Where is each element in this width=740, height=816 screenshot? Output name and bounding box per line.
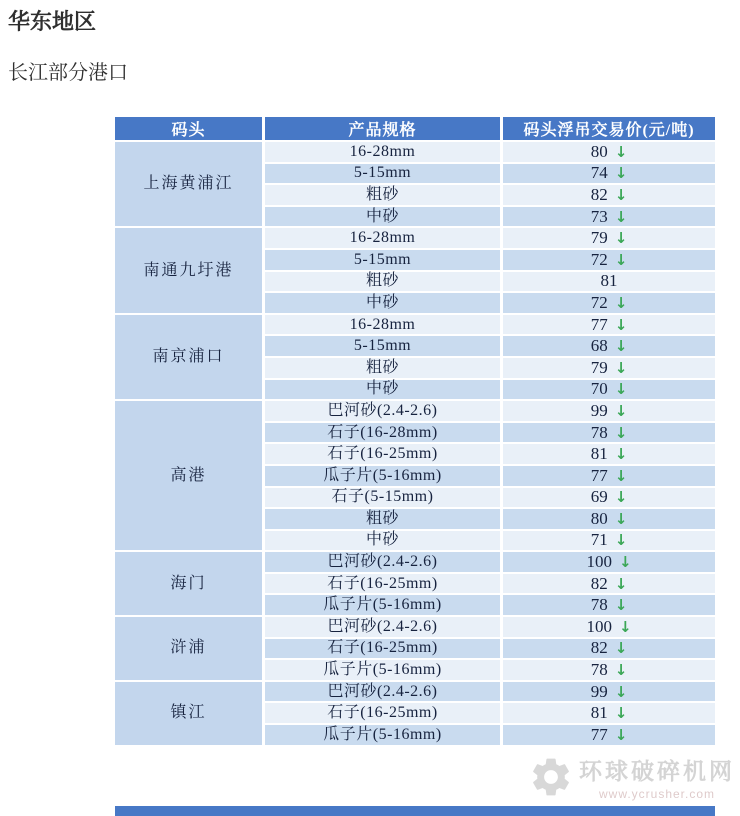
price-value: 79 (590, 228, 608, 248)
down-arrow-icon: ↓ (614, 164, 628, 183)
section-title: 长江部分港口 (8, 62, 128, 84)
price-value: 77 (590, 465, 608, 485)
price-value: 77 (590, 724, 608, 744)
port-price-table (115, 117, 715, 747)
down-arrow-icon: ↓ (614, 401, 628, 420)
down-arrow-icon: ↓ (614, 185, 628, 204)
down-arrow-icon: ↓ (614, 682, 628, 701)
down-arrow-icon: ↓ (614, 337, 628, 356)
spec-cell: 瓜子片(5-16mm) (265, 660, 503, 682)
down-arrow-icon: ↓ (614, 315, 628, 334)
price-cell (503, 185, 715, 207)
spec-cell: 中砂 (265, 380, 503, 402)
table-header (115, 117, 715, 142)
down-arrow-icon: ↓ (614, 229, 628, 248)
header-row (115, 117, 715, 142)
price-cell (503, 660, 715, 682)
price-cell (503, 725, 715, 747)
table-row (115, 682, 715, 704)
down-arrow-icon: ↓ (614, 380, 628, 399)
wharf-cell: 高港 (115, 401, 265, 552)
price-value: 68 (590, 336, 608, 356)
price-value: 82 (590, 638, 608, 658)
down-arrow-icon: ↓ (614, 704, 628, 723)
price-value: 71 (590, 530, 608, 550)
spec-cell: 石子(5-15mm) (265, 488, 503, 510)
price-table-body (115, 142, 715, 747)
price-value: 70 (590, 379, 608, 399)
spec-cell: 巴河砂(2.4-2.6) (265, 617, 503, 639)
spec-cell: 石子(16-25mm) (265, 639, 503, 661)
down-arrow-icon: ↓ (614, 358, 628, 377)
price-cell (503, 380, 715, 402)
watermark-site-url: www.ycrusher.com (598, 787, 716, 801)
down-arrow-icon: ↓ (614, 531, 628, 550)
down-arrow-icon: ↓ (618, 617, 632, 636)
price-cell (503, 617, 715, 639)
spec-cell: 瓜子片(5-16mm) (265, 595, 503, 617)
down-arrow-icon: ↓ (614, 509, 628, 528)
wharf-cell: 浒浦 (115, 617, 265, 682)
watermark-text (579, 753, 735, 801)
price-cell (503, 682, 715, 704)
down-arrow-icon: ↓ (614, 207, 628, 226)
spec-cell: 16-28mm (265, 228, 503, 250)
price-value: 99 (590, 400, 608, 420)
spec-cell: 16-28mm (265, 142, 503, 164)
spec-cell: 16-28mm (265, 315, 503, 337)
spec-cell: 中砂 (265, 531, 503, 553)
spec-cell: 5-15mm (265, 250, 503, 272)
spec-cell: 粗砂 (265, 185, 503, 207)
price-value: 73 (590, 206, 608, 226)
price-cell (503, 703, 715, 725)
wharf-cell: 海门 (115, 552, 265, 617)
spec-cell: 石子(16-25mm) (265, 444, 503, 466)
watermark (528, 753, 740, 801)
price-value: 80 (590, 508, 608, 528)
spec-cell: 石子(16-28mm) (265, 423, 503, 445)
table-row (115, 142, 715, 164)
price-value: 79 (590, 357, 608, 377)
price-cell (503, 423, 715, 445)
wharf-cell: 上海黄浦江 (115, 142, 265, 228)
spec-cell: 中砂 (265, 207, 503, 229)
spec-cell: 粗砂 (265, 272, 503, 294)
header-price: 码头浮吊交易价(元/吨) (503, 117, 715, 142)
spec-cell: 5-15mm (265, 336, 503, 358)
price-cell (503, 595, 715, 617)
price-cell (503, 315, 715, 337)
price-cell (503, 639, 715, 661)
price-cell (503, 509, 715, 531)
table-row (115, 315, 715, 337)
spec-cell: 5-15mm (265, 164, 503, 186)
price-cell (503, 293, 715, 315)
gear-icon (528, 754, 574, 800)
price-cell (503, 574, 715, 596)
price-value: 72 (590, 249, 608, 269)
price-value: 82 (590, 573, 608, 593)
table-row (115, 228, 715, 250)
table-row (115, 617, 715, 639)
spec-cell: 瓜子片(5-16mm) (265, 725, 503, 747)
price-cell (503, 228, 715, 250)
price-value: 81 (590, 444, 608, 464)
down-arrow-icon: ↓ (614, 423, 628, 442)
table-row (115, 401, 715, 423)
price-value: 78 (590, 422, 608, 442)
price-cell (503, 488, 715, 510)
price-value: 81 (590, 703, 608, 723)
down-arrow-icon: ↓ (614, 661, 628, 680)
wharf-cell: 南通九圩港 (115, 228, 265, 314)
down-arrow-icon: ↓ (614, 639, 628, 658)
price-value: 78 (590, 660, 608, 680)
header-wharf: 码头 (115, 117, 265, 142)
price-value: 100 (586, 616, 612, 636)
price-value: 77 (590, 314, 608, 334)
price-value: 74 (590, 163, 608, 183)
price-cell (503, 444, 715, 466)
spec-cell: 粗砂 (265, 358, 503, 380)
spec-cell: 石子(16-25mm) (265, 703, 503, 725)
page-title: 华东地区 (8, 9, 97, 34)
price-cell (503, 336, 715, 358)
price-value: 80 (590, 141, 608, 161)
price-value: 99 (590, 681, 608, 701)
down-arrow-icon: ↓ (614, 725, 628, 744)
price-value: 100 (586, 552, 612, 572)
spec-cell: 中砂 (265, 293, 503, 315)
spec-cell: 瓜子片(5-16mm) (265, 466, 503, 488)
price-cell (503, 272, 715, 294)
spec-cell: 巴河砂(2.4-2.6) (265, 682, 503, 704)
wharf-cell: 镇江 (115, 682, 265, 747)
price-cell (503, 466, 715, 488)
price-cell (503, 358, 715, 380)
down-arrow-icon: ↓ (614, 445, 628, 464)
down-arrow-icon: ↓ (614, 250, 628, 269)
spec-cell: 巴河砂(2.4-2.6) (265, 401, 503, 423)
down-arrow-icon: ↓ (614, 466, 628, 485)
price-value: 81 (600, 271, 618, 291)
wharf-cell: 南京浦口 (115, 315, 265, 401)
price-cell (503, 142, 715, 164)
price-value: 82 (590, 184, 608, 204)
next-section-header-partial (115, 806, 715, 816)
price-cell (503, 552, 715, 574)
spec-cell: 巴河砂(2.4-2.6) (265, 552, 503, 574)
down-arrow-icon: ↓ (614, 488, 628, 507)
down-arrow-icon: ↓ (614, 293, 628, 312)
price-value: 69 (590, 487, 608, 507)
price-value: 72 (590, 292, 608, 312)
price-cell (503, 531, 715, 553)
down-arrow-icon: ↓ (614, 596, 628, 615)
spec-cell: 石子(16-25mm) (265, 574, 503, 596)
table-row (115, 552, 715, 574)
watermark-site-name: 环球破碎机网 (579, 759, 735, 784)
price-value: 78 (590, 595, 608, 615)
down-arrow-icon: ↓ (614, 574, 628, 593)
price-cell (503, 207, 715, 229)
price-cell (503, 164, 715, 186)
price-cell (503, 401, 715, 423)
down-arrow-icon: ↓ (614, 142, 628, 161)
price-cell (503, 250, 715, 272)
header-spec: 产品规格 (265, 117, 503, 142)
spec-cell: 粗砂 (265, 509, 503, 531)
down-arrow-icon: ↓ (618, 553, 632, 572)
